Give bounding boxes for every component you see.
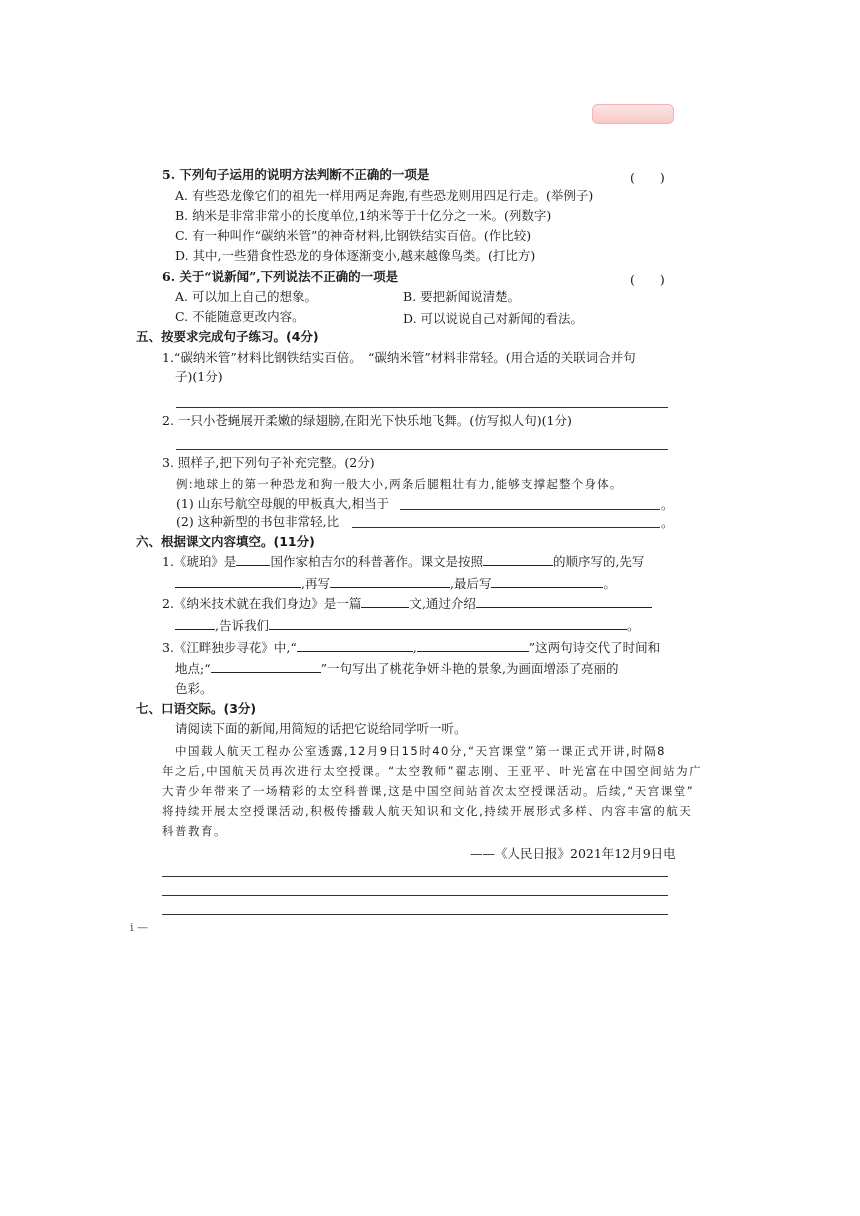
sec6-q1-d: ,再写: [301, 576, 330, 591]
sec6-q3-blank-line2[interactable]: [417, 639, 529, 652]
news-line-1: 中国载人航天工程办公室透露,12月9日15时40分,“天宫课堂”第一课正式开讲,时隔8: [175, 744, 666, 758]
sec6-q2-b: 文,通过介绍: [409, 596, 476, 611]
sec6-q2-line1: [162, 595, 652, 613]
q6-option-a: A. 可以加上自己的想象。: [175, 289, 317, 304]
sec6-q3-blank-line1[interactable]: [297, 639, 413, 652]
sec6-q2-blank-tell[interactable]: [269, 617, 627, 630]
sec6-q1-blank-order[interactable]: [483, 553, 553, 566]
sec7-instruction: 请阅读下面的新闻,用简短的话把它说给同学听一听。: [175, 721, 467, 736]
sec6-q1-blank-then[interactable]: [330, 575, 450, 588]
sec5-q1-line2: 子)(1分): [175, 369, 223, 384]
sec6-q1-blank-first[interactable]: [175, 575, 301, 588]
section-6-title: 六、根据课文内容填空。(11分): [136, 534, 315, 549]
q5-option-c: C. 有一种叫作“碳纳米管”的神奇材料,比钢铁结实百倍。(作比较): [175, 228, 532, 243]
news-line-3: 大青少年带来了一场精彩的太空科普课,这是中国空间站首次太空授课活动。后续,“天宫课堂”: [162, 784, 695, 798]
q5-option-d: D. 其中,一些猎食性恐龙的身体逐渐变小,越来越像鸟类。(打比方): [175, 248, 536, 263]
sec6-q1-a: 1.《琥珀》是: [162, 554, 237, 569]
news-line-5: 科普教育。: [162, 824, 227, 838]
sec6-q2-blank-intro[interactable]: [476, 595, 652, 608]
sec6-q1-c: 的顺序写的,先写: [552, 554, 645, 569]
q5-stem: 5. 下列句子运用的说明方法判断不正确的一项是: [162, 167, 430, 182]
sec5-q1-answer-line[interactable]: [176, 407, 668, 408]
sec5-q2-answer-line[interactable]: [176, 449, 668, 450]
sec6-q2-blank-lead[interactable]: [175, 617, 215, 630]
sec6-q1-b: 国作家柏吉尔的科普著作。课文是按照: [270, 554, 483, 569]
sec6-q3-line2: [175, 660, 618, 678]
sec6-q3-a: 3.《江畔独步寻花》中,“: [162, 640, 297, 655]
sec6-q3-blank-line3[interactable]: [211, 660, 321, 673]
q6-answer-paren[interactable]: ( ): [630, 272, 665, 287]
sec5-example: 例:地球上的第一种恐龙和狗一般大小,两条后腿粗壮有力,能够支撑起整个身体。: [176, 477, 623, 491]
sec6-q2-a: 2.《纳米技术就在我们身边》是一篇: [162, 596, 362, 611]
page-footer-mark: i —: [130, 921, 149, 934]
sec6-q2-blank-type[interactable]: [361, 595, 409, 608]
sec5-sentence-2: (2) 这种新型的书包非常轻,比: [176, 514, 340, 529]
sec5-s2-period: 。: [661, 515, 674, 530]
sec6-q2-period: 。: [626, 618, 640, 633]
sec6-q3-c: ”这两句诗交代了时间和: [528, 640, 661, 655]
sec6-q3-d: 地点;“: [175, 661, 211, 676]
sec5-s2-blank[interactable]: [352, 527, 660, 528]
q6-option-b: B. 要把新闻说清楚。: [403, 289, 521, 304]
q6-option-c: C. 不能随意更改内容。: [175, 309, 305, 324]
news-source: ——《人民日报》2021年12月9日电: [470, 846, 676, 861]
sec7-answer-line-1[interactable]: [162, 876, 668, 877]
sec7-answer-line-3[interactable]: [162, 914, 668, 915]
sec6-q3-line1: [162, 639, 660, 657]
sec6-q1-line1: [162, 553, 644, 571]
news-line-4: 将持续开展太空授课活动,积极传播载人航天知识和文化,持续开展形式多样、内容丰富的航天: [162, 804, 693, 818]
sec6-q1-line2: [175, 575, 616, 593]
sec5-q1-line1: 1.“碳纳米管”材料比钢铁结实百倍。 “碳纳米管”材料非常轻。(用合适的关联词合并句: [162, 350, 636, 365]
section-7-title: 七、口语交际。(3分): [136, 701, 257, 716]
sec5-sentence-1: (1) 山东号航空母舰的甲板真大,相当于: [176, 496, 390, 511]
sec6-q3-line3: 色彩。: [175, 681, 213, 696]
sec5-q3: 3. 照样子,把下列句子补充完整。(2分): [162, 455, 375, 470]
news-line-2: 年之后,中国航天员再次进行太空授课。“太空教师”翟志刚、王亚平、叶光富在中国空间站为广: [162, 764, 703, 778]
q6-option-d: D. 可以说说自己对新闻的看法。: [403, 311, 584, 326]
q5-answer-paren[interactable]: ( ): [630, 170, 665, 185]
sec6-q1-blank-last[interactable]: [491, 575, 603, 588]
sec5-s1-period: 。: [661, 497, 674, 512]
sec6-q1-e: ,最后写: [449, 576, 492, 591]
q5-option-b: B. 纳米是非常非常小的长度单位,1纳米等于十亿分之一米。(列数字): [175, 208, 552, 223]
q5-option-a: A. 有些恐龙像它们的祖先一样用两足奔跑,有些恐龙则用四足行走。(举例子): [175, 188, 594, 203]
sec6-q2-c: ,告诉我们: [215, 618, 269, 633]
q6-stem: 6. 关于“说新闻”,下列说法不正确的一项是: [162, 269, 399, 284]
sec6-q3-b: ,: [412, 640, 417, 655]
sec5-s1-blank[interactable]: [400, 509, 660, 510]
section-5-title: 五、按要求完成句子练习。(4分): [136, 329, 319, 344]
sec6-q1-blank-country[interactable]: [236, 553, 270, 566]
sec6-q1-period: 。: [603, 576, 616, 591]
sec5-q2: 2. 一只小苍蝇展开柔嫩的绿翅膀,在阳光下快乐地飞舞。(仿写拟人句)(1分): [162, 413, 572, 428]
red-tag-decoration: [592, 104, 674, 124]
sec6-q2-line2: [175, 617, 640, 635]
sec7-answer-line-2[interactable]: [162, 895, 668, 896]
sec6-q3-e: ”一句写出了桃花争妍斗艳的景象,为画面增添了亮丽的: [320, 661, 619, 676]
